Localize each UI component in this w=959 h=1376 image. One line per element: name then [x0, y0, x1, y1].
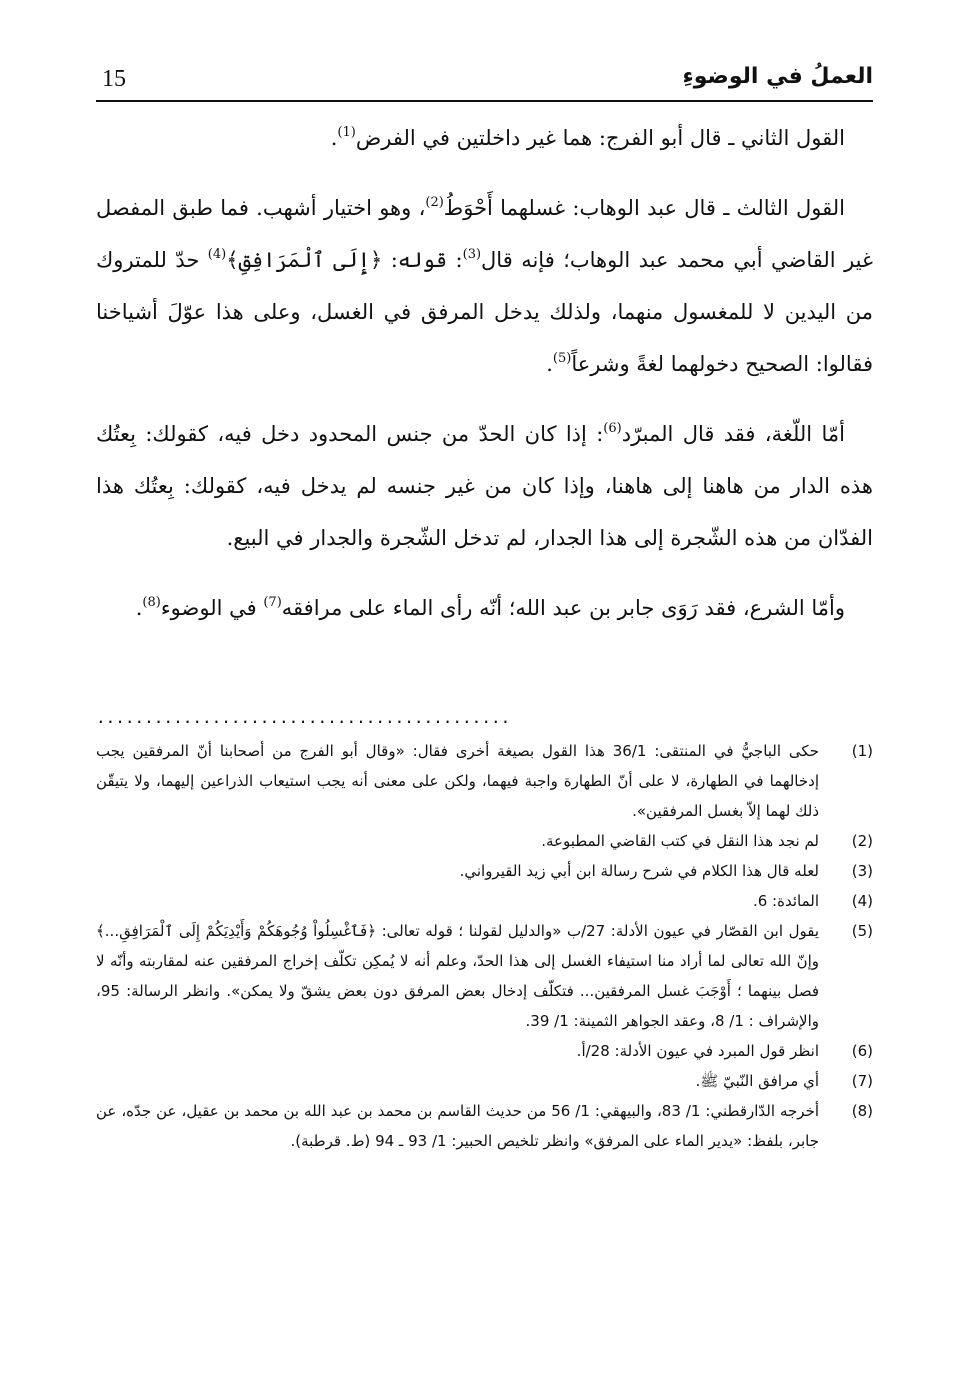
p1-end: . — [330, 126, 338, 150]
p2-text-3: : قوله: ﴿إِلَى ٱلْمَرَافِقِ﴾ — [226, 248, 463, 272]
p2-text-2: ، وهو اختيار أشهب. فما طبق المفصل غير القاضي أبي محمد عبد الوهاب؛ فإنه قال — [96, 196, 873, 272]
paragraph-3 — [96, 408, 873, 564]
footnote-ref-5: (5) — [552, 350, 572, 366]
footnote-ref-7: (7) — [263, 594, 282, 610]
footnote-number: (8) — [851, 1102, 873, 1120]
footnote-text: أي مرافق النّبيّ ﷺ. — [695, 1072, 819, 1090]
footnote-number: (3) — [851, 862, 873, 880]
paragraph-1 — [96, 112, 873, 164]
footnote-7 — [96, 1066, 873, 1096]
footnote-number: (2) — [851, 832, 873, 850]
footnote-number: (5) — [851, 922, 873, 940]
running-title: العملُ في الوضوءِ — [682, 64, 873, 89]
footnote-8 — [96, 1096, 873, 1156]
footnote-text: لعله قال هذا الكلام في شرح رسالة ابن أبي زيد القيرواني. — [459, 862, 819, 880]
footnote-text: لم نجد هذا النقل في كتب القاضي المطبوعة. — [541, 832, 819, 850]
footnote-text: حكى الباجيُّ في المنتقى: 36/1 هذا القول بصيغة أخرى فقال: «وقال أبو الفرج من أصحابنا أنّ المرفقين يجب إدخالهما في الطهارة، لا على أنّ الطهارة واجبة فيهما، ولكن على معنى أنه يجب استيعاب الذراعين إليهما، ولا يتيقّن ذلك لهما إلاّ بغسل المرفقين». — [96, 742, 819, 820]
footnote-text: يقول ابن القصّار في عيون الأدلة: 27/ب «والدليل لقولنا ؛ قوله تعالى: ﴿فَٱغْسِلُواْ وُجُوهَكُمْ وَأَيْدِيَكُمْ إِلَى ٱلْمَرَافِقِ...﴾ وإنّ الله تعالى لما أراد منا استيفاء الغسل إلى هذا الحدّ، وعلم أنه لا يُمكِن تكلّف إخراج المرفقين عنه لمقاربته وأنّه لا فصل بينهما ؛ أَوْجَبَ غسل المرفقين... فتكلّف إدخال بعض المرفق دون بعض يشقّ ولا يمكن». وانظر الرسالة: 95، والإشراف : 1/ 8، وعقد الجواهر الثمينة: 1/ 39. — [96, 922, 819, 1030]
footnote-ref-1: (1) — [337, 124, 356, 140]
page-number: 15 — [102, 66, 126, 92]
footnote-ref-3: (3) — [462, 246, 482, 262]
footnote-2 — [96, 826, 873, 856]
p3-text-2: : إذا كان الحدّ من جنس المحدود دخل فيه، كقولك: بِعتُك هذه الدار من هاهنا إلى هاهنا، وإذا كان من غير جنسه لم يدخل فيه، كقولك: بِعتُك هذا الفدّان من هذه الشّجرة إلى هذا الجدار، لم تدخل الشّجرة والجدار في البيع. — [96, 422, 873, 550]
footnote-text: المائدة: 6. — [752, 892, 819, 910]
footnote-number: (7) — [851, 1072, 873, 1090]
p1-text: القول الثاني ـ قال أبو الفرج: هما غير داخلتين في الفرض — [355, 126, 845, 150]
footnote-1 — [96, 736, 873, 826]
footnote-ref-6: (6) — [603, 420, 622, 436]
p4-text-2: في الوضوء — [160, 596, 264, 620]
p2-text-1: القول الثالث ـ قال عبد الوهاب: غسلهما أَحْوَطُ — [443, 196, 845, 220]
footnote-number: (1) — [851, 742, 873, 760]
footnote-4 — [96, 886, 873, 916]
body-text — [96, 112, 873, 634]
p2-text-5: . — [546, 352, 553, 376]
footnote-text: انظر قول المبرد في عيون الأدلة: 28/أ. — [576, 1042, 819, 1060]
footnote-5 — [96, 916, 873, 1036]
running-header — [96, 64, 873, 104]
p4-text-1: وأمّا الشرع، فقد رَوَى جابر بن عبد الله؛ أنّه رأى الماء على مرافقه — [281, 596, 845, 620]
footnote-ref-4: (4) — [207, 246, 227, 262]
footnote-ref-8: (8) — [142, 594, 161, 610]
footnote-6 — [96, 1036, 873, 1066]
header-rule — [96, 100, 873, 102]
p3-text-1: أمّا اللّغة، فقد قال المبرّد — [621, 422, 845, 446]
p2-text-4: حدّ للمتروك من اليدين لا للمغسول منهما، ولذلك يدخل المرفق في الغسل، وعلى هذا عوّلَ أشياخنا فقالوا: الصحيح دخولهما لغةً وشرعاً — [96, 248, 874, 376]
paragraph-4 — [96, 582, 873, 634]
footnote-text: أخرجه الدّارقطني: 1/ 83، والبيهقي: 1/ 56 من حديث القاسم بن محمد بن عبد الله بن محمد بن عقيل، عن جدّه، عن جابر، بلفظ: «يدير الماء على المرفق» وانظر تلخيص الحبير: 1/ 93 ـ 94 (ط. قرطبة). — [96, 1102, 820, 1150]
footnote-number: (4) — [851, 892, 873, 910]
footnote-ref-2: (2) — [425, 194, 444, 210]
footnote-separator: ........................................... — [96, 708, 511, 727]
p4-text-3: . — [135, 596, 143, 620]
footnotes — [96, 736, 873, 1156]
footnote-number: (6) — [851, 1042, 873, 1060]
paragraph-2 — [96, 182, 873, 390]
footnote-3 — [96, 856, 873, 886]
